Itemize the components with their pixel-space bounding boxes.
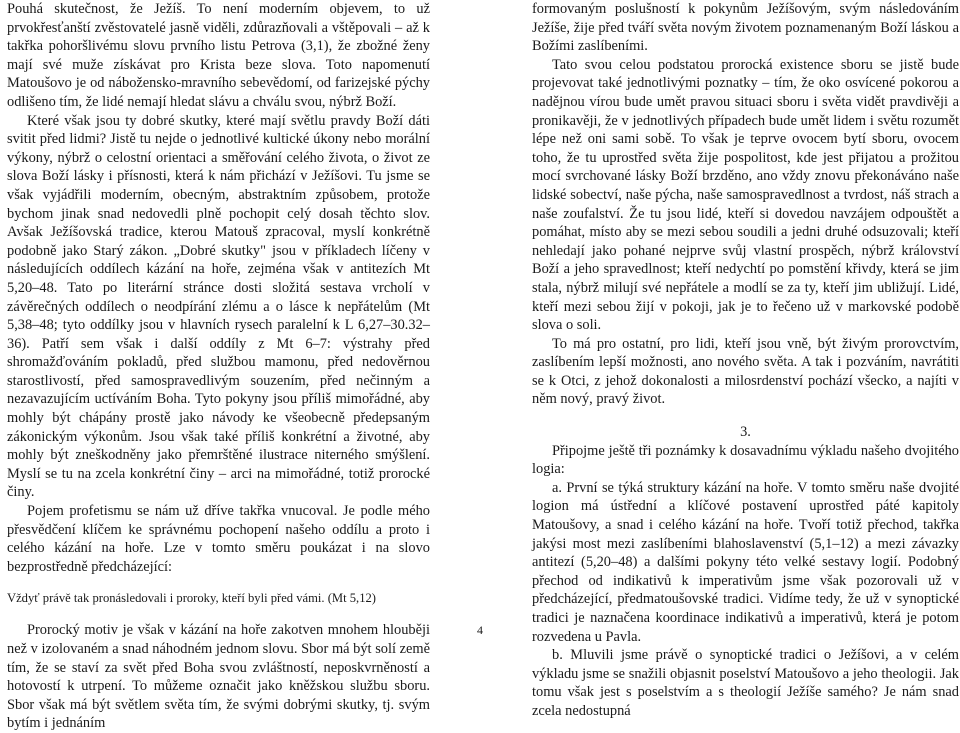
section-number: 3.	[740, 424, 751, 441]
paragraph: Které však jsou ty dobré skutky, které mají světlu pravdy Boží dáti svitit před lidmi? Jistě tu nejde o jednotlivé kultické úkony nebo morální výkony, nýbrž o celostní orientaci a směřování celého života, o život ze slova Boží lásky i přísnosti, která k nám přichází v Ježíšovi. Tu jsme se však vyjádřili moderním, obecným, abstraktním způsobem, protože bychom jinak snad nedovedli plně pochopit celý dosah těchto slov. Avšak Ježíšovská tradice, kterou Matouš zpracoval, myslí konkrétně podobně jako Starý zákon. „Dobré skutky" jsou v příkladech líčeny v následujících oddílech kázání na hoře, zejména však v antitezích Mt 5,20–48. Tato po literární stránce dosti složitá sestava vrcholí v závěrečných oddílech o neodpírání zlému a o lásce k nepřátelům (Mt 5,38–48; tyto oddílky jsou v hlavních rysech paralelní k L 6,27–30.32–36). Patří sem však i další oddíly z Mt 6–7: výstrahy před shromažďováním pokladů, před službou mamonu, před nedověrnou starostlivostí, před samospravedlivým souzením, před nečinným a nezavazujícím uctíváním Boha. Tyto pokyny jsou příliš mimořádné, aby mohly být chápány prostě jako návody ke všeobecně předepsaným zákonickým výkonům. Jsou však také příliš konkrétní a životné, aby mohly být zneškodněny jako přemrštěné ilustrace niterného smýšlení. Myslí se tu na zcela konkrétní činy – arci na mimořádné, totiž prorocké činy.	[7, 112, 430, 501]
block-quote: Vždyť právě tak pronásledovali i proroky, kteří byli před vámi. (Mt 5,12)	[7, 591, 376, 606]
paragraph: Pojem profetismu se nám už dříve takřka vnucoval. Je podle mého přesvědčení klíčem ke správnému pochopení našeho oddílu a proto i celého kázání na hoře. Lze v tomto směru poukázat i na slovo bezprostředně předcházející:	[7, 503, 430, 575]
paragraph: a. První se týká struktury kázání na hoře. V tomto směru naše dvojité logion má ústřední a klíčové postavení uprostřed páté kapitoly Matoušovy, a snad i celého kázání na hoře. Tvoří totiž přechod, takřka jakýsi most mezi zaslíbeními blahoslavenství (5,1–12) a mezi závazky antitezí (5,20–48) a dalšími pokyny této velké sestavy logií. Podobný přechod od indikativů k imperativům jsme však pozorovali už v předcházející, předmatoušovské tradici. Vidíme tedy, že už v synoptické tradici je naznačena koordinace indikativů a imperativů, která je potom rozvedena u Pavla.	[532, 479, 959, 645]
paragraph: Prorocký motiv je však v kázání na hoře zakotven mnohem hlouběji než v izolovaném a snad náhodném jednom slovu. Sbor má být solí země tím, že se staví za svět před Boha svou zvláštností, neposkvrněností a hotovostí k utrpení. To můžeme označit jako kněžskou službu sboru. Sbor však má být světlem světa tím, že svými dobrými skutky, tj. svým bytím i jednáním	[7, 622, 430, 732]
right-column	[532, 0, 959, 721]
paragraph: Tato svou celou podstatou prorocká existence sboru se jistě bude projevovat také jednotlivými poznatky – tím, že oko osvícené pokorou a nadějnou vírou bude umět pravou situaci sboru i světa vidět pravdivěji a pronikavěji, že v jednotlivých případech bude umět lidem i světu rozumět lépe než oni sami sobě. To však je teprve ovocem bytí sboru, ovocem toho, že tu uprostřed světa žije pospolitost, kde jest přijatou a prožitou mocí svrchované lásky Boží brzděno, ano vždy znovu překonáváno naše lidské sobectví, naše pýcha, naše samospravedlnost a tvrdost, náš strach a naše zoufalství. Že tu jsou lidé, kteří si dovedou navzájem odpouštět a pomáhat, místo aby se mezi sebou soudili a jedni druhé odsuzovali; kteří nehledají jako pohané nejprve svůj vlastní prospěch, nýbrž království Boží a jeho spravedlnost; kteří nedychtí po pomstění křivdy, která se jim stala, nýbrž milují své nepřátele a modlí se za ty, kteří jim ubližují. Lidé, kteří mezi sebou žijí v pokoji, jak je to řečeno už v markovské podobě slova o soli.	[532, 56, 959, 334]
paragraph: formovaným poslušností k pokynům Ježíšovým, svým následováním Ježíše, žije před tváří světa novým životem poznamenaným Boží láskou a Božími zaslíbeními.	[532, 1, 959, 55]
page-number: 4	[477, 623, 483, 637]
paragraph: Pouhá skutečnost, že Ježíš. To není moderním objevem, to už prvokřesťanští zvěstovatelé jasně viděli, zdůrazňovali a vštěpovali – až k takřka pohoršlivému slovu prvního listu Petrova (3,1), že zbožné ženy mají své muže získávat pro Krista beze slova. Toto napomenutí Matoušovo je od nábožensko-mravního sebevědomí, od farizejské pýchy odlišeno tím, že lidé nemají hledat slávu a chválu svou, nýbrž Boží.	[7, 1, 430, 110]
paragraph: Připojme ještě tři poznámky k dosavadnímu výkladu našeho dvojitého logia:	[532, 442, 959, 478]
paragraph: To má pro ostatní, pro lidi, kteří jsou vně, být živým prorovctvím, zaslíbením lepší možnosti, ano nového světa. A tak i pozváním, navrátiti se k Otci, z jehož dokonalosti a milosrdenství pochází všecko, a najíti v něm nový, pravý život.	[532, 335, 959, 408]
paragraph: b. Mluvili jsme právě o synoptické tradici o Ježíšovi, a v celém výkladu jsme se snažili objasnit poselství Matoušovo a jeho theologii. Jak tomu však jest s poselstvím a s theologií Ježíše samého? Je nám snad zcela nedostupná	[532, 647, 959, 719]
